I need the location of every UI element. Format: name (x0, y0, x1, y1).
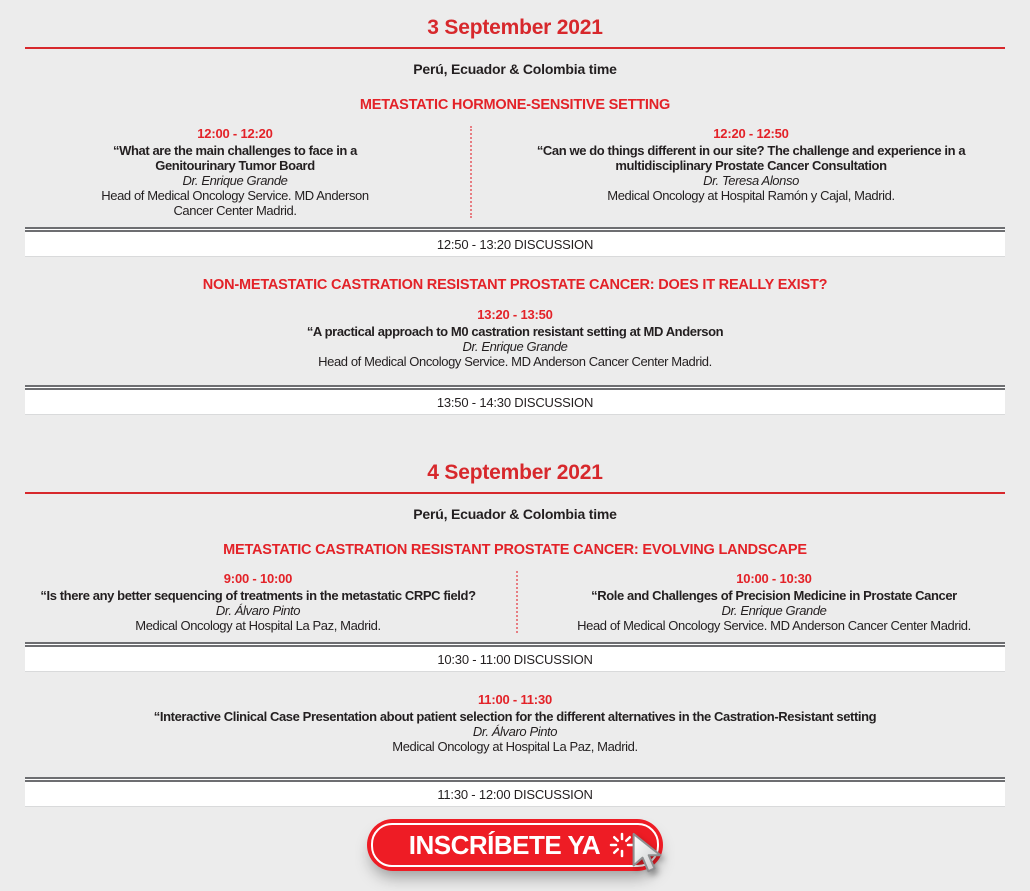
session-speaker: Dr. Teresa Alonso (703, 173, 799, 188)
session-speaker: Dr. Enrique Grande (182, 173, 288, 188)
session-time: 9:00 - 10:00 (223, 571, 293, 586)
session-card (0, 571, 516, 633)
session-title: “Role and Challenges of Precision Medicine in Prostate Cancer (591, 588, 957, 603)
session-affiliation: Head of Medical Oncology Service. MD Anderson Cancer Center Madrid. (577, 618, 971, 633)
discussion-label: 13:50 - 14:30 DISCUSSION (436, 395, 594, 410)
session-affiliation: Medical Oncology at Hospital La Paz, Madrid. (392, 739, 638, 754)
session-speaker: Dr. Enrique Grande (462, 339, 568, 354)
session-title: “A practical approach to M0 castration resistant setting at MD Anderson (306, 324, 724, 339)
discussion-bar (25, 227, 1005, 257)
day-1-title: 3 September 2021 (427, 16, 603, 39)
day-1-rule (25, 47, 1005, 49)
session-title: “What are the main challenges to face in a Genitourinary Tumor Board (113, 143, 357, 173)
discussion-bar (25, 777, 1005, 807)
day-2-heading-1: METASTATIC CASTRATION RESISTANT PROSTATE CANCER: EVOLVING LANDSCAPE (223, 542, 807, 558)
session-title: “Is there any better sequencing of treatments in the metastatic CRPC field? (40, 588, 476, 603)
session-card (470, 126, 1030, 218)
discussion-label: 12:50 - 13:20 DISCUSSION (436, 237, 594, 252)
discussion-label: 10:30 - 11:00 DISCUSSION (437, 652, 593, 667)
session-speaker: Dr. Álvaro Pinto (215, 603, 301, 618)
inscribete-label: INSCRÍBETE YA (408, 829, 601, 860)
session-affiliation: Medical Oncology at Hospital Ramón y Cajal, Madrid. (607, 188, 895, 203)
day-1-heading-2: NON-METASTATIC CASTRATION RESISTANT PROSTATE CANCER: DOES IT REALLY EXIST? (202, 277, 828, 293)
discussion-bar (25, 385, 1005, 415)
day-2-section (0, 461, 1030, 807)
inscribete-button[interactable] (367, 819, 663, 871)
cta-area (367, 819, 663, 891)
session-card (0, 126, 470, 218)
day-1-heading-1: METASTATIC HORMONE-SENSITIVE SETTING (359, 97, 671, 113)
session-affiliation: Medical Oncology at Hospital La Paz, Madrid. (135, 618, 381, 633)
session-time: 11:00 - 11:30 (477, 692, 553, 707)
session-card (0, 692, 1030, 754)
session-card (516, 571, 1030, 633)
session-speaker: Dr. Álvaro Pinto (472, 724, 558, 739)
session-affiliation: Head of Medical Oncology Service. MD Anderson Cancer Center Madrid. (318, 354, 712, 369)
day-1-session-row (0, 126, 1030, 218)
session-time: 10:00 - 10:30 (736, 571, 812, 586)
day-1-section (0, 16, 1030, 415)
day-2-rule (25, 492, 1005, 494)
session-affiliation: Head of Medical Oncology Service. MD Anderson Cancer Center Madrid. (101, 188, 369, 218)
session-time: 13:20 - 13:50 (477, 307, 553, 322)
click-burst-icon (609, 832, 635, 858)
day-2-title: 4 September 2021 (427, 461, 603, 484)
session-card (0, 307, 1030, 369)
session-speaker: Dr. Enrique Grande (721, 603, 827, 618)
session-title: “Can we do things different in our site? The challenge and experience in a multidisciplinary Prostate Cancer Consultation (536, 143, 966, 173)
session-time: 12:00 - 12:20 (197, 126, 273, 141)
session-title: “Interactive Clinical Case Presentation about patient selection for the different alternatives in the Castration-Resistant setting (153, 709, 877, 724)
day-2-session-row (0, 571, 1030, 633)
discussion-label: 11:30 - 12:00 DISCUSSION (437, 787, 593, 802)
day-2-timezone: Perú, Ecuador & Colombia time (413, 506, 617, 522)
discussion-bar (25, 642, 1005, 672)
day-1-timezone: Perú, Ecuador & Colombia time (413, 61, 617, 77)
session-time: 12:20 - 12:50 (713, 126, 789, 141)
